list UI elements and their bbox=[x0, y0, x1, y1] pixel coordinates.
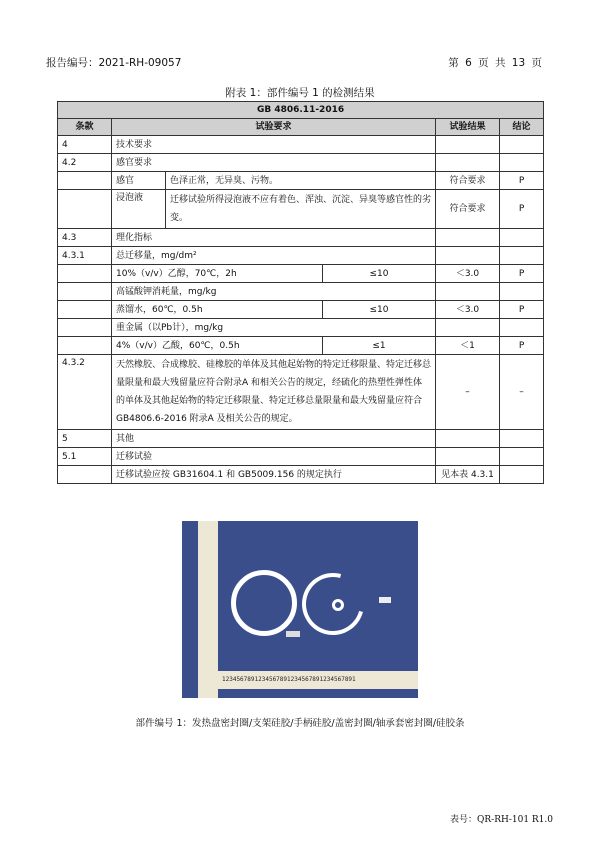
col-result: 试验结果 bbox=[436, 119, 500, 136]
table-caption: 附表 1：部件编号 1 的检测结果 bbox=[225, 87, 375, 99]
sub-item-cell: 感官 bbox=[112, 172, 166, 190]
condition-cell: 4%（v/v）乙酸，60℃，0.5h bbox=[112, 337, 323, 355]
condition-cell: 10%（v/v）乙醇，70℃，2h bbox=[112, 265, 323, 283]
result-cell: ＜1 bbox=[436, 337, 500, 355]
clause-cell: 4.3.2 bbox=[58, 355, 112, 430]
small-seal-ring bbox=[332, 599, 344, 611]
report-number: 报告编号：2021-RH-09057 bbox=[46, 57, 182, 69]
conclusion-cell: P bbox=[500, 265, 544, 283]
conclusion-cell: P bbox=[500, 301, 544, 319]
condition-cell: 蒸馏水，60℃，0.5h bbox=[112, 301, 323, 319]
large-seal-ring bbox=[231, 570, 297, 636]
requirement-cell: 高锰酸钾消耗量，mg/kg bbox=[112, 283, 436, 301]
requirement-cell: 迁移试验 bbox=[112, 448, 436, 466]
table-row bbox=[58, 466, 544, 484]
table-row bbox=[58, 247, 544, 265]
conclusion-cell: P bbox=[500, 172, 544, 190]
clause-cell: 4 bbox=[58, 136, 112, 154]
conclusion-cell: P bbox=[500, 190, 544, 229]
table-row bbox=[58, 301, 544, 319]
conclusion-cell: P bbox=[500, 337, 544, 355]
limit-cell: ≤1 bbox=[323, 337, 436, 355]
requirement-cell: 感官要求 bbox=[112, 154, 436, 172]
sample-photo bbox=[182, 521, 418, 698]
table-row bbox=[58, 172, 544, 190]
horizontal-ruler: 1234567891234567891234567891234567891 bbox=[198, 671, 418, 689]
requirement-cell: 色泽正常，无异臭、污物。 bbox=[166, 172, 436, 190]
table-row bbox=[58, 448, 544, 466]
table-row bbox=[58, 154, 544, 172]
requirement-cell: 理化指标 bbox=[112, 229, 436, 247]
requirement-cell: 天然橡胶、合成橡胶、硅橡胶的单体及其他起始物的特定迁移限量、特定迁移总量限量和最大残留量应符合附录A 和相关公告的规定，经硫化的热塑性弹性体的单体及其他起始物的特定迁移限量、特定迁移总量限量和最大残留量应符合 GB4806.6-2016 附录A 及相关公告的规定。 bbox=[112, 355, 436, 430]
table-row bbox=[58, 337, 544, 355]
table-row bbox=[58, 190, 544, 229]
requirement-cell: 其他 bbox=[112, 430, 436, 448]
table-row bbox=[58, 430, 544, 448]
col-clause: 条款 bbox=[58, 119, 112, 136]
sub-item-cell: 浸泡液 bbox=[112, 190, 166, 229]
result-cell: – bbox=[436, 355, 500, 430]
table-row bbox=[58, 265, 544, 283]
clause-cell: 4.2 bbox=[58, 154, 112, 172]
requirement-cell: 迁移试验所得浸泡液不应有着色、浑浊、沉淀、异臭等感官性的劣变。 bbox=[166, 190, 436, 229]
table-row bbox=[58, 136, 544, 154]
result-cell: 符合要求 bbox=[436, 190, 500, 229]
col-conclusion: 结论 bbox=[500, 119, 544, 136]
table-row bbox=[58, 283, 544, 301]
result-cell: 见本表 4.3.1 bbox=[436, 466, 500, 484]
requirement-cell: 技术要求 bbox=[112, 136, 436, 154]
limit-cell: ≤10 bbox=[323, 265, 436, 283]
silicone-pad bbox=[286, 631, 300, 637]
table-row bbox=[58, 355, 544, 430]
standard-title: GB 4806.11-2016 bbox=[58, 102, 544, 119]
clause-cell: 5 bbox=[58, 430, 112, 448]
result-cell: ＜3.0 bbox=[436, 265, 500, 283]
clause-cell: 4.3.1 bbox=[58, 247, 112, 265]
limit-cell: ≤10 bbox=[323, 301, 436, 319]
col-requirement: 试验要求 bbox=[112, 119, 436, 136]
requirement-cell: 总迁移量，mg/dm² bbox=[112, 247, 436, 265]
clause-cell: 4.3 bbox=[58, 229, 112, 247]
form-number: 表号：QR-RH-101 R1.0 bbox=[450, 815, 553, 825]
results-table bbox=[57, 101, 544, 484]
page-number: 第 6 页 共 13 页 bbox=[448, 57, 542, 69]
requirement-cell: 迁移试验应按 GB31604.1 和 GB5009.156 的规定执行 bbox=[112, 466, 436, 484]
conclusion-cell: – bbox=[500, 355, 544, 430]
result-cell: 符合要求 bbox=[436, 172, 500, 190]
table-row bbox=[58, 229, 544, 247]
silicone-clip bbox=[379, 597, 391, 603]
photo-caption: 部件编号 1：发热盘密封圈/支架硅胶/手柄硅胶/盖密封圈/轴承套密封圈/硅胶条 bbox=[135, 718, 465, 729]
result-cell: ＜3.0 bbox=[436, 301, 500, 319]
clause-cell: 5.1 bbox=[58, 448, 112, 466]
table-row bbox=[58, 319, 544, 337]
table-header-row bbox=[58, 119, 544, 136]
requirement-cell: 重金属（以Pb计），mg/kg bbox=[112, 319, 436, 337]
